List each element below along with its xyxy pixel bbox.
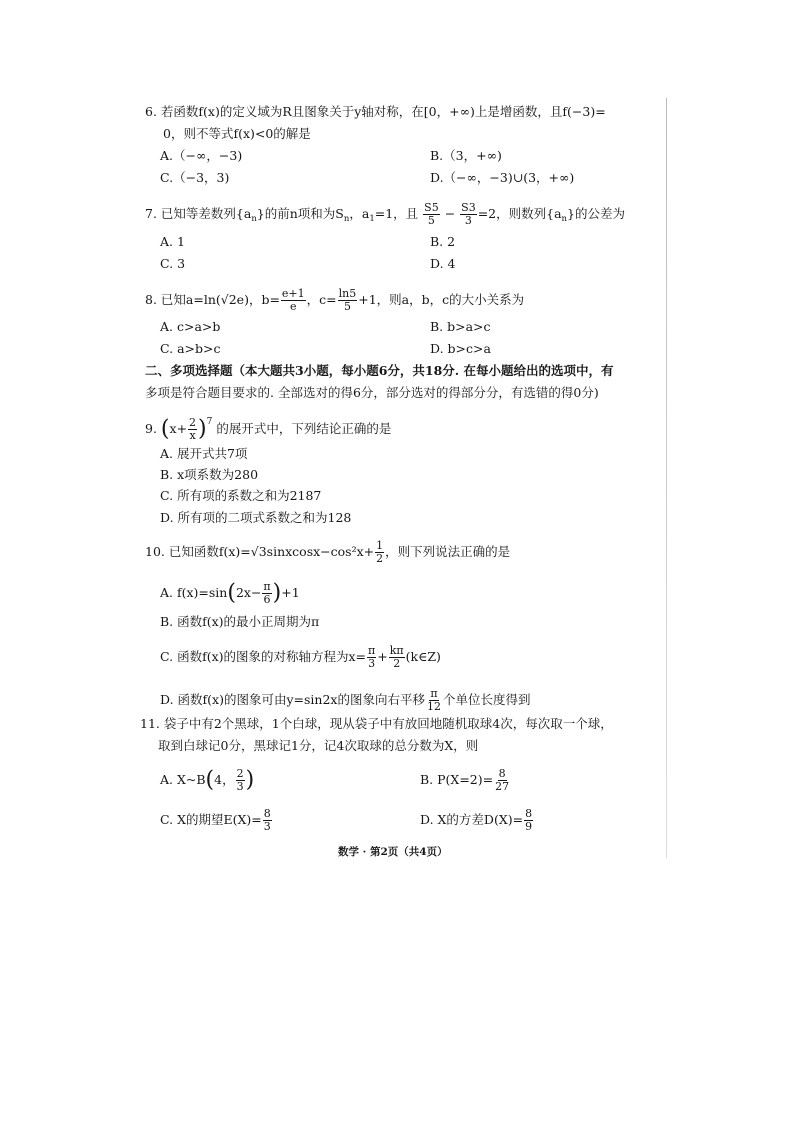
- q7-stem-part: }的公差为: [567, 206, 625, 221]
- q6-stem-line1: 6. 若函数f(x)的定义域为R且图象关于y轴对称，在[0，+∞)上是增函数，且f(−3)=: [145, 104, 606, 119]
- q7-stem-part: 7. 已知等差数列{a: [145, 206, 252, 221]
- q8-fraction-c: $\frac{\ln 5}{5}$: [338, 287, 357, 313]
- q8-fraction-b: $\frac{e+1}{e}$: [281, 287, 305, 313]
- q10-d-text: 个单位长度得到: [442, 692, 531, 707]
- q11-a-text: 4，: [214, 772, 235, 787]
- q9-stem: 9. (x+ $\frac{2}{x}$ )$^7$ 的展开式中，下列结论正确的是: [145, 416, 392, 442]
- q11-d-fraction: $\frac{8}{9}$: [525, 807, 533, 833]
- q7-minus: −: [444, 206, 456, 221]
- q7-stem-part: =1，且: [374, 206, 419, 221]
- q10-stem: [145, 540, 510, 565]
- q8-stem-part: ，c=: [306, 292, 337, 307]
- q7-stem-part: =2，则数列{a: [477, 206, 562, 221]
- page-footer: 数学 · 第2页（共4页）: [338, 846, 448, 858]
- q11-option-c: [160, 808, 273, 833]
- q11-option-b: [420, 768, 511, 793]
- section2-heading-line1: 二、多项选择题（本大题共3小题，每小题6分，共18分. 在每小题给出的选项中，有: [145, 363, 614, 378]
- q9-option-a: A. 展开式共7项: [160, 446, 248, 461]
- q9-option-b: B. x项系数为280: [160, 467, 259, 482]
- q8-stem-part: 8. 已知a=ln(√2e)，b=: [145, 292, 280, 307]
- q9-option-d: D. 所有项的二项式系数之和为128: [160, 510, 352, 525]
- q7-stem-part: }的前n项和为S: [256, 206, 344, 221]
- q10-c-text: (k∈Z): [405, 649, 441, 664]
- q10-a-text: 2x−: [235, 585, 262, 600]
- q8-option-b: B. b>a>c: [430, 319, 491, 334]
- q8-option-d: D. b>c>a: [430, 341, 491, 356]
- q9-expr: x+: [169, 421, 188, 436]
- q10-c-fraction2: $\frac{k\pi}{2}$: [389, 644, 404, 670]
- q8-option-c: C. a>b>c: [160, 341, 221, 356]
- q7-option-c: C. 3: [160, 256, 186, 271]
- q10-c-text: +: [377, 649, 388, 664]
- q11-stem-line1: 11. 袋子中有2个黑球，1个白球，现从袋子中有放回地随机取球4次，每次取一个球，: [140, 716, 613, 731]
- q11-d-text: D. X的方差D(X)=: [420, 812, 524, 827]
- q11-a-fraction: $\frac{2}{3}$: [236, 767, 244, 793]
- q10-a-fraction: $\frac{\pi}{6}$: [263, 580, 271, 606]
- q11-a-text: A. X~B: [160, 772, 206, 787]
- q9-stem-text: 的展开式中，下列结论正确的是: [216, 421, 392, 436]
- q11-option-d: [420, 808, 534, 833]
- page-edge-shadow: [666, 98, 667, 858]
- q10-stem-part: 10. 已知函数f(x)=√3sinxcosx−cos²x+: [145, 544, 375, 559]
- q10-option-b: B. 函数f(x)的最小正周期为π: [160, 614, 320, 629]
- q10-stem-part: ，则下列说法正确的是: [385, 544, 511, 559]
- q10-d-fraction: $\frac{\pi}{12}$: [426, 687, 441, 713]
- q11-stem-line2: 取到白球记0分，黑球记1分，记4次取球的总分数为X，则: [158, 738, 479, 753]
- q11-b-text: B. P(X=2)=: [420, 772, 494, 787]
- q6-stem-line2: 0，则不等式f(x)<0的解是: [163, 126, 311, 141]
- q10-a-text: +1: [281, 585, 300, 600]
- q10-d-text: D. 函数f(x)的图象可由y=sin2x的图象向右平移: [160, 692, 425, 707]
- q7-option-b: B. 2: [430, 234, 456, 249]
- q7-option-a: A. 1: [160, 234, 185, 249]
- q11-c-text: C. X的期望E(X)=: [160, 812, 262, 827]
- q6-option-a: A.（−∞，−3): [160, 148, 243, 163]
- q9-option-c: C. 所有项的系数之和为2187: [160, 488, 322, 503]
- q10-a-text: A. f(x)=sin: [160, 585, 228, 600]
- q9-exponent: 7: [206, 417, 213, 427]
- q11-b-fraction: $\frac{8}{27}$: [495, 767, 510, 793]
- q7-stem: 7. 已知等差数列$\{a_n\}$的前n项和为$S_n$，$a_1=1$，且 $\frac{S5}{5}$ − $\frac{S3}{3}$ =2，则数列$\{a_n\}$的公差为: [145, 201, 625, 227]
- q7-fraction-s3: $\frac{S3}{3}$: [461, 201, 476, 227]
- q8-stem: [145, 288, 524, 313]
- q9-number: 9.: [145, 421, 157, 436]
- q8-stem-part: +1，则a，b，c的大小关系为: [358, 292, 525, 307]
- q6-option-b: B.（3，+∞): [430, 148, 502, 163]
- q6-option-d: D.（−∞，−3)∪(3，+∞): [430, 170, 575, 185]
- q10-c-fraction1: $\frac{\pi}{3}$: [368, 644, 376, 670]
- q10-option-c: [160, 645, 441, 670]
- q10-fraction-half: $\frac{1}{2}$: [376, 539, 384, 565]
- q11-option-a: A. X~B(4， $\frac{2}{3}$ ): [160, 767, 255, 793]
- q9-fraction: $\frac{2}{x}$: [189, 416, 197, 442]
- q6-option-c: C.（−3，3): [160, 170, 230, 185]
- q7-fraction-s5: $\frac{S5}{5}$: [424, 201, 439, 227]
- q10-c-text: C. 函数f(x)的图象的对称轴方程为x=: [160, 649, 367, 664]
- q10-option-a: A. f(x)=sin(2x− $\frac{\pi}{6}$ )+1: [160, 580, 300, 606]
- q11-c-fraction: $\frac{8}{3}$: [263, 807, 271, 833]
- section2-heading-line2: 多项是符合题目要求的. 全部选对的得6分，部分选对的得部分分，有选错的得0分): [145, 385, 599, 400]
- q7-stem-part: ，a: [349, 206, 370, 221]
- q8-option-a: A. c>a>b: [160, 319, 221, 334]
- q7-option-d: D. 4: [430, 256, 456, 271]
- q10-option-d: [160, 688, 530, 713]
